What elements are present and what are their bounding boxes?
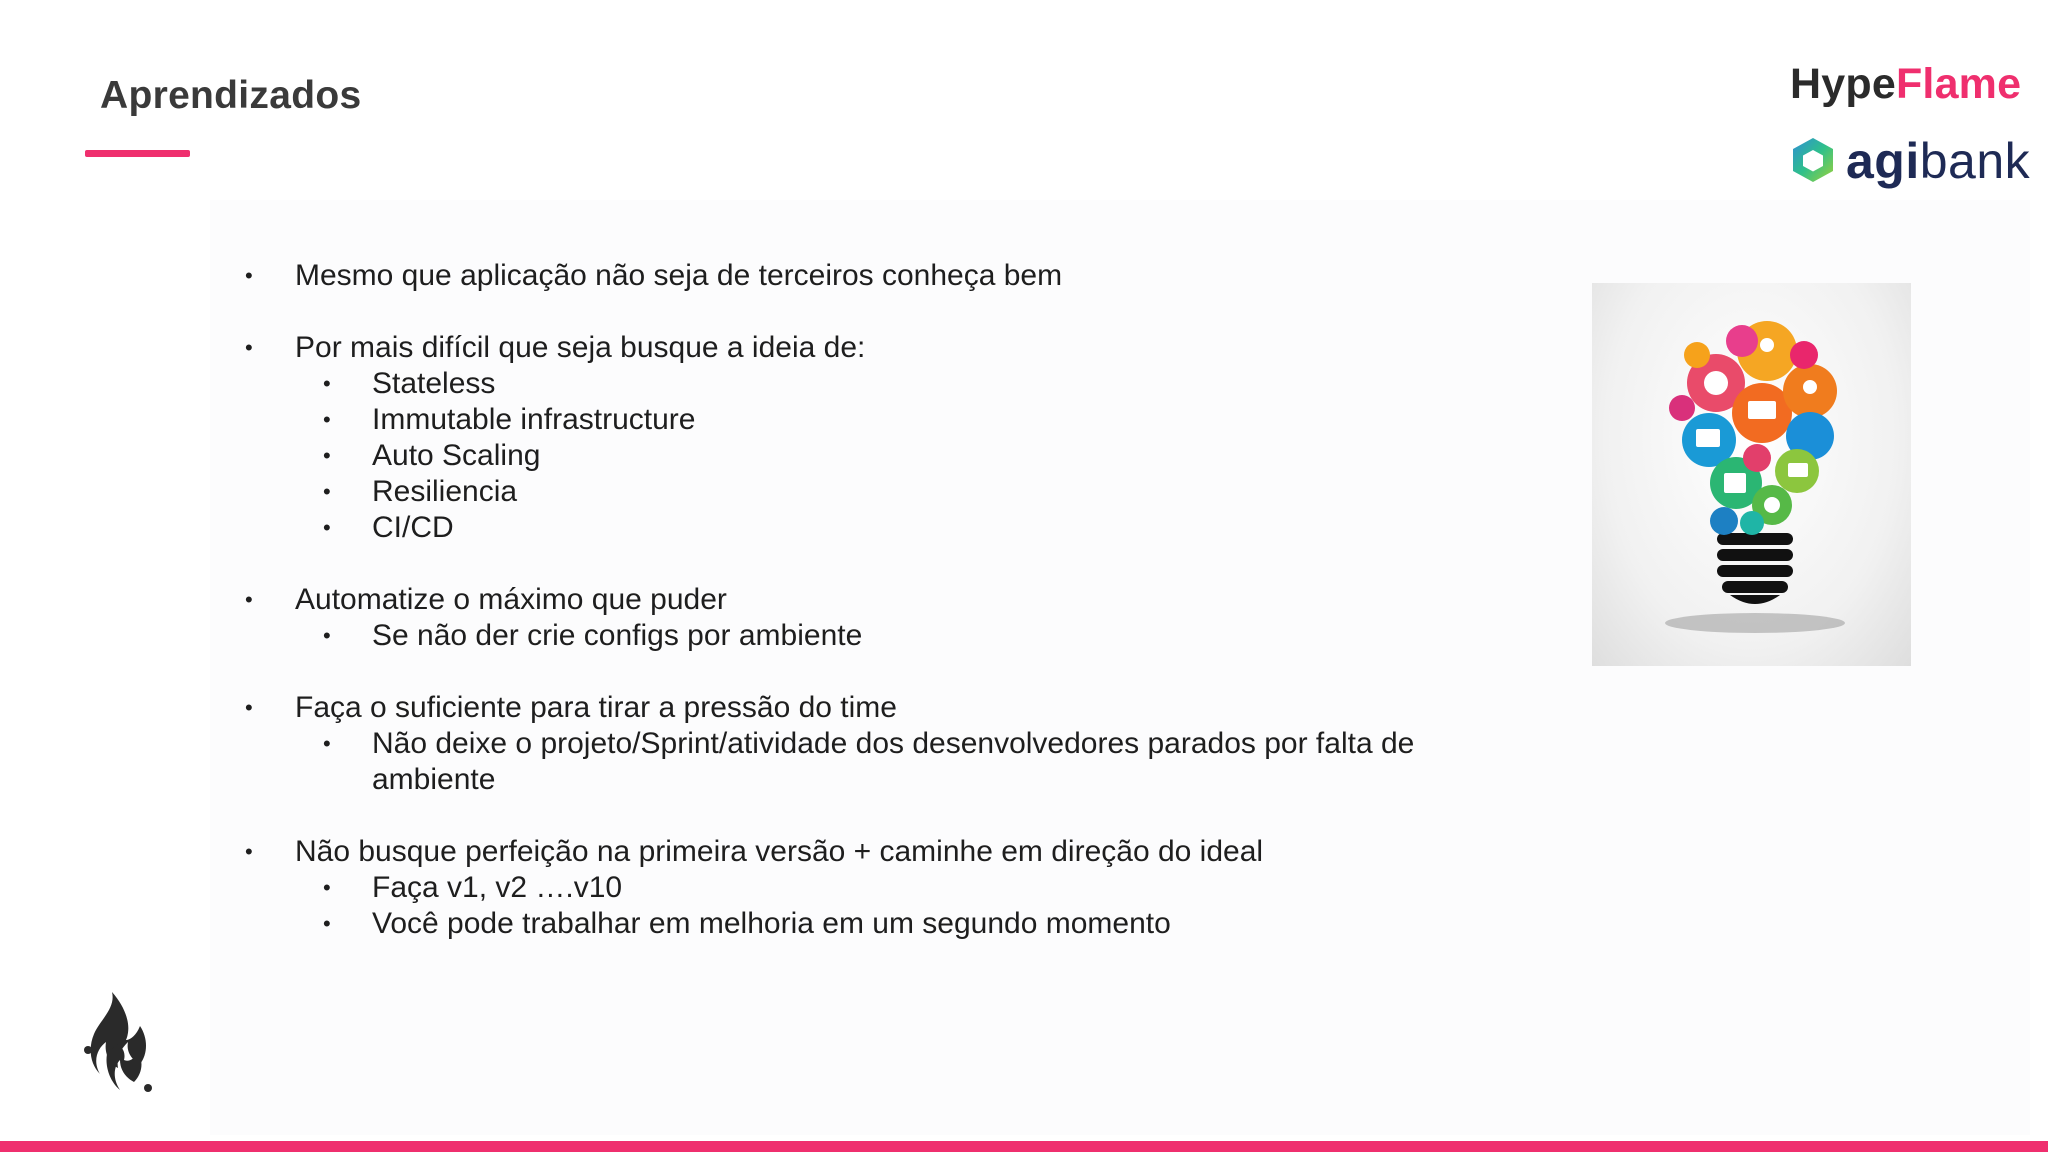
bullet-label: Não busque perfeição na primeira versão + caminhe em direção do ideal bbox=[295, 835, 1264, 868]
agibank-wordmark-agi: agi bbox=[1846, 133, 1920, 189]
lightbulb-social-icons bbox=[1592, 283, 1911, 666]
agibank-hexagon-icon bbox=[1788, 135, 1838, 185]
hypeflame-logo bbox=[1790, 60, 2021, 109]
hypeflame-logo-flame: Flame bbox=[1895, 60, 2022, 108]
sub-bullet-label: Não deixe o projeto/Sprint/atividade dos desenvolvedores parados por falta de ambiente bbox=[372, 727, 1415, 796]
slide-title: Aprendizados bbox=[100, 74, 362, 117]
sub-bullet-text bbox=[245, 366, 1495, 402]
bullet-text bbox=[245, 330, 1495, 366]
bullet-text bbox=[245, 258, 1495, 294]
bullet-text bbox=[245, 582, 1495, 618]
sub-bullet-text bbox=[245, 402, 1495, 438]
bullet-text bbox=[245, 690, 1495, 726]
sub-bullet-label: Immutable infrastructure bbox=[372, 403, 696, 436]
bullet-dot: • bbox=[245, 695, 253, 720]
sub-bullet-dot: • bbox=[323, 479, 331, 504]
sub-bullet-dot: • bbox=[323, 515, 331, 540]
bullet-label: Faça o suficiente para tirar a pressão do time bbox=[295, 691, 897, 724]
sub-bullet-label: Faça v1, v2 ….v10 bbox=[372, 871, 623, 904]
lightbulb-illustration bbox=[1592, 283, 1911, 666]
sub-bullet-dot: • bbox=[323, 875, 331, 900]
agibank-wordmark-bank: bank bbox=[1919, 133, 2031, 189]
sub-bullet-dot: • bbox=[323, 443, 331, 468]
sub-bullet-label: Você pode trabalhar em melhoria em um segundo momento bbox=[372, 907, 1171, 940]
bullet-dot: • bbox=[245, 335, 253, 360]
agibank-logo bbox=[1788, 132, 2033, 192]
bullet-item bbox=[245, 834, 1495, 942]
sub-bullet-dot: • bbox=[323, 731, 331, 756]
bullet-label: Automatize o máximo que puder bbox=[295, 583, 727, 616]
bullet-dot: • bbox=[245, 587, 253, 612]
sub-bullet-label: Se não der crie configs por ambiente bbox=[372, 619, 863, 652]
sub-bullet-text bbox=[245, 870, 1495, 906]
bottom-accent-bar bbox=[0, 1141, 2048, 1152]
sub-bullet-text bbox=[245, 618, 1495, 654]
title-underline bbox=[85, 150, 190, 157]
sub-bullet-dot: • bbox=[323, 911, 331, 936]
bullet-text bbox=[245, 834, 1495, 870]
sub-bullet-text bbox=[245, 438, 1495, 474]
agibank-wordmark bbox=[1846, 132, 2030, 190]
sub-bullet-dot: • bbox=[323, 623, 331, 648]
flame-icon bbox=[82, 990, 156, 1099]
sub-bullet-label: Stateless bbox=[372, 367, 496, 400]
hypeflame-logo-hype: Hype bbox=[1790, 60, 1896, 108]
bullet-dot: • bbox=[245, 839, 253, 864]
bullet-item bbox=[245, 690, 1495, 798]
sub-bullet-text bbox=[245, 906, 1495, 942]
sub-bullet-text bbox=[245, 510, 1495, 546]
sub-bullet-dot: • bbox=[323, 407, 331, 432]
sub-bullet-text bbox=[245, 726, 1495, 798]
bullet-dot: • bbox=[245, 263, 253, 288]
sub-bullet-text bbox=[245, 474, 1495, 510]
bullet-item bbox=[245, 582, 1495, 654]
bullet-label: Mesmo que aplicação não seja de terceiros conheça bem bbox=[295, 259, 1063, 292]
bullet-label: Por mais difícil que seja busque a ideia de: bbox=[295, 331, 866, 364]
bullet-item bbox=[245, 258, 1495, 294]
sub-bullet-label: Auto Scaling bbox=[372, 439, 541, 472]
bullet-item bbox=[245, 330, 1495, 546]
sub-bullet-label: Resiliencia bbox=[372, 475, 518, 508]
sub-bullet-dot: • bbox=[323, 371, 331, 396]
sub-bullet-label: CI/CD bbox=[372, 511, 454, 544]
bullet-list bbox=[245, 258, 1495, 942]
